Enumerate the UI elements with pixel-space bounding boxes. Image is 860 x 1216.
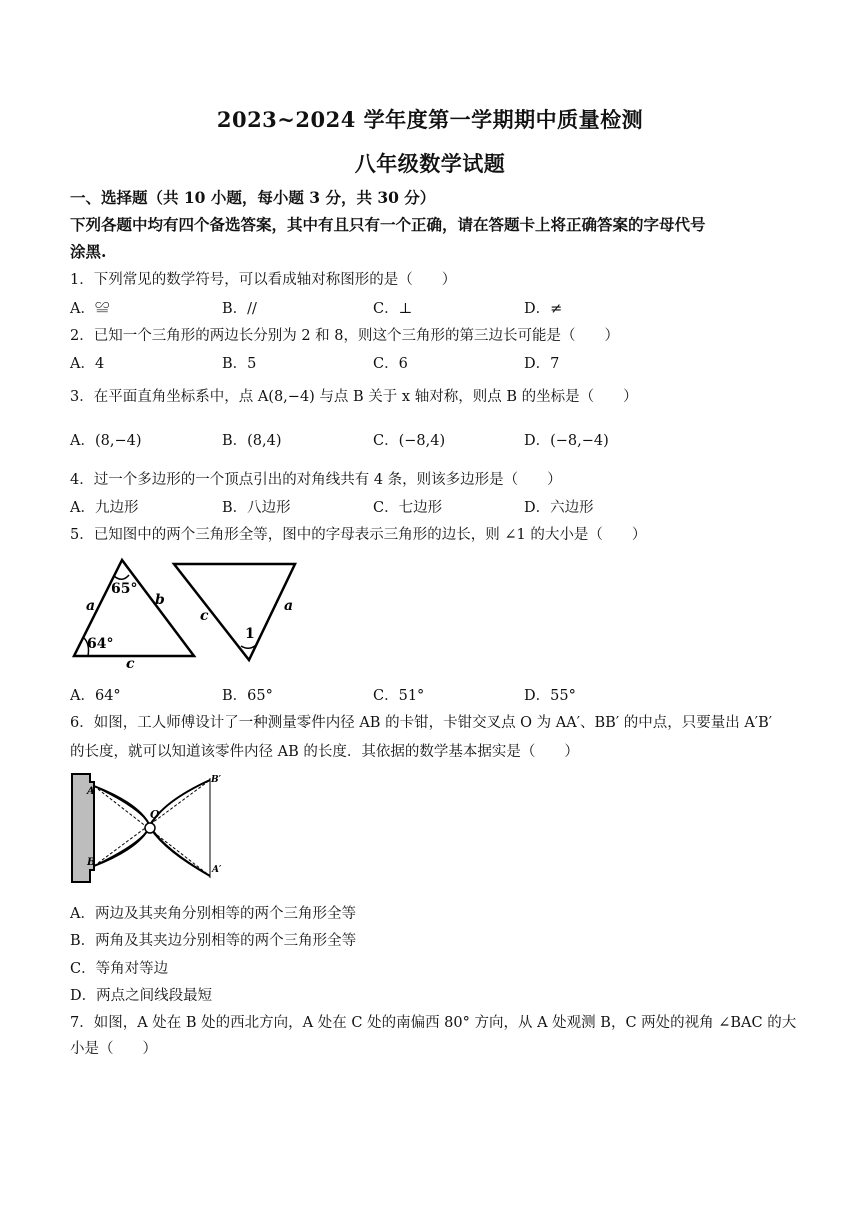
side-a-label-left: a: [86, 598, 96, 614]
label-o: O: [150, 808, 160, 821]
side-c-label-right: c: [200, 608, 209, 624]
q6-option-c: C．等角对等边: [70, 961, 169, 977]
q5-triangles-figure: [70, 556, 302, 668]
question-2-stem: 2．已知一个三角形的两边长分别为 2 和 8，则这个三角形的第三边长可能是（ ）: [70, 328, 620, 344]
label-a: A: [87, 786, 95, 797]
q6-caliper-figure: [70, 772, 230, 886]
q4-option-c: C．七边形: [373, 500, 443, 516]
side-b-label: b: [155, 592, 165, 608]
angle-1-label: 1: [245, 626, 255, 642]
label-a-prime: A′: [212, 865, 222, 875]
q2-option-a: A．4: [70, 356, 105, 372]
q3-option-c: C．(−8,4): [373, 433, 446, 449]
question-6-stem: 6．如图，工人师傅设计了一种测量零件内径 AB 的卡钳，卡钳交叉点 O 为 AA′、BB′ 的中点，只要量出 A′B′: [70, 715, 773, 731]
q5-option-c: C．51°: [373, 688, 425, 704]
q3-option-a: A．(8,−4): [70, 433, 142, 449]
angle-65-label: 65°: [111, 581, 138, 597]
q5-option-b: B．65°: [222, 688, 273, 704]
question-4-stem: 4．过一个多边形的一个顶点引出的对角线共有 4 条，则该多边形是（ ）: [70, 472, 562, 488]
q6-option-b: B．两角及其夹边分别相等的两个三角形全等: [70, 933, 357, 949]
q6-option-a: A．两边及其夹角分别相等的两个三角形全等: [70, 906, 356, 922]
section-heading: 一、选择题（共 10 小题，每小题 3 分，共 30 分）: [70, 188, 436, 207]
exam-subtitle: 八年级数学试题: [354, 151, 506, 176]
q4-option-a: A．九边形: [70, 500, 139, 516]
q5-option-d: D．55°: [524, 688, 576, 704]
exam-title: 2023~2024 学年度第一学期期中质量检测: [216, 107, 644, 132]
q3-option-b: B．(8,4): [222, 433, 282, 449]
q4-option-b: B．八边形: [222, 500, 291, 516]
top-angle-arc: [114, 575, 129, 579]
q1-option-b: B．//: [222, 301, 257, 317]
q1-option-c: C．⊥: [373, 301, 413, 317]
label-b-prime: B′: [211, 775, 221, 785]
q2-option-c: C．6: [373, 356, 408, 372]
question-1-stem: 1．下列常见的数学符号，可以看成轴对称图形的是（ ）: [70, 272, 457, 288]
q4-option-d: D．六边形: [524, 500, 594, 516]
q1-option-d: D．≠: [524, 301, 563, 317]
label-b: B: [87, 857, 96, 868]
q3-option-d: D．(−8,−4): [524, 433, 609, 449]
section-instruction-cont: 涂黑.: [70, 242, 107, 261]
q2-option-b: B．5: [222, 356, 257, 372]
question-6-stem-cont: 的长度，就可以知道该零件内径 AB 的长度．其依据的数学基本据实是（ ）: [70, 744, 579, 760]
pivot-o: [145, 823, 155, 833]
right-triangle: [174, 564, 295, 660]
q1-option-a: A．≌: [70, 301, 110, 317]
q5-option-a: A．64°: [70, 688, 121, 704]
angle-64-label: 64°: [87, 636, 114, 652]
side-a-label-right: a: [284, 598, 294, 614]
section-instruction: 下列各题中均有四个备选答案，其中有且只有一个正确，请在答题卡上将正确答案的字母代号: [70, 215, 706, 234]
question-7-stem: 7．如图，A 处在 B 处的西北方向，A 处在 C 处的南偏西 80° 方向，从 A 处观测 B，C 两处的视角 ∠BAC 的大: [70, 1015, 797, 1031]
question-5-stem: 5．已知图中的两个三角形全等，图中的字母表示三角形的边长，则 ∠1 的大小是（ ）: [70, 527, 647, 543]
side-c-label-left: c: [126, 656, 135, 668]
question-7-stem-cont: 小是（ ）: [70, 1041, 157, 1057]
q2-option-d: D．7: [524, 356, 560, 372]
q6-option-d: D．两点之间线段最短: [70, 988, 213, 1004]
question-3-stem: 3．在平面直角坐标系中，点 A(8,−4) 与点 B 关于 x 轴对称，则点 B 的坐标是（ ）: [70, 389, 638, 405]
